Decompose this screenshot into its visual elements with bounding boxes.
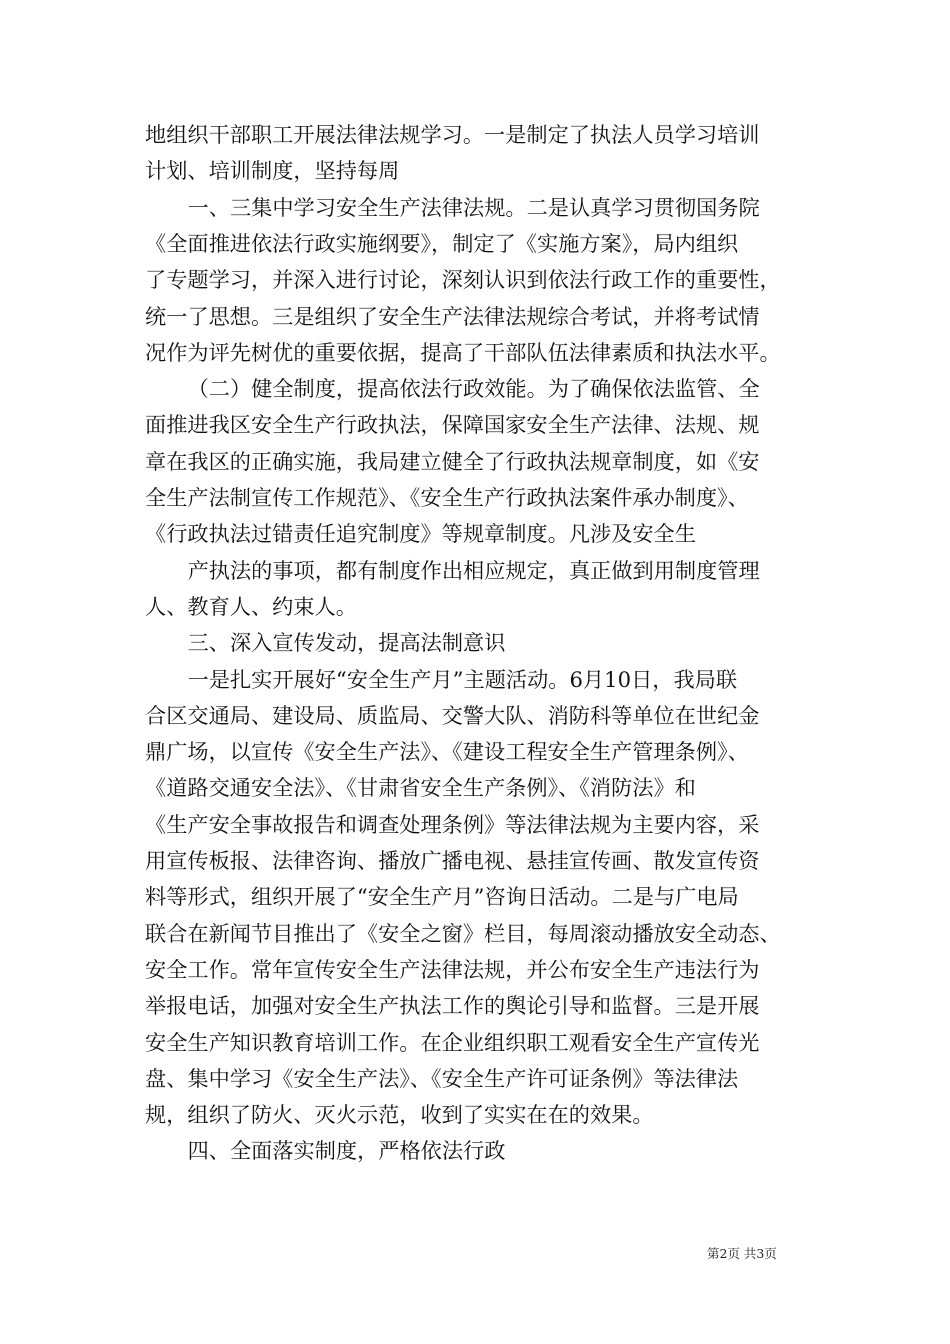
- text-line: 鼎广场，以宣传《安全生产法》、《建设工程安全生产管理条例》、: [145, 739, 749, 765]
- text-line: 《全面推进依法行政实施纲要》，制定了《实施方案》，局内组织: [145, 230, 739, 256]
- text-line: 计划、培训制度，坚持每周: [145, 158, 400, 184]
- text-line: 料等形式，组织开展了“安全生产月”咨询日活动。二是与广电局: [145, 884, 739, 910]
- text-line: （二）健全制度，提高依法行政效能。为了确保依法监管、全: [187, 376, 760, 402]
- text-line: 统一了思想。三是组织了安全生产法律法规综合考试，并将考试情: [145, 303, 760, 329]
- text-line: 盘、集中学习《安全生产法》、《安全生产许可证条例》等法律法: [145, 1065, 739, 1091]
- text-line: 安全工作。常年宣传安全生产法律法规，并公布安全生产违法行为: [145, 956, 760, 982]
- text-line: 章在我区的正确实施，我局建立健全了行政执法规章制度，如《安: [145, 448, 760, 474]
- text-line: 安全生产知识教育培训工作。在企业组织职工观看安全生产宣传光: [145, 1029, 760, 1055]
- text-line: 一、三集中学习安全生产法律法规。二是认真学习贯彻国务院: [187, 194, 760, 220]
- text-line: 一是扎实开展好“安全生产月”主题活动。6月10日，我局联: [187, 666, 738, 692]
- text-line: 规，组织了防火、灭火示范，收到了实实在在的效果。: [145, 1102, 654, 1128]
- text-line: 《行政执法过错责任追究制度》等规章制度。凡涉及安全生: [145, 521, 696, 547]
- text-line: 人、教育人、约束人。: [145, 593, 357, 619]
- text-line: 联合在新闻节目推出了《安全之窗》栏目，每周滚动播放安全动态、: [145, 920, 781, 946]
- text-line: 《生产安全事故报告和调查处理条例》等法律法规为主要内容，采: [145, 811, 760, 837]
- text-line: 产执法的事项，都有制度作出相应规定，真正做到用制度管理: [187, 557, 760, 583]
- text-line: 举报电话，加强对安全生产执法工作的舆论引导和监督。三是开展: [145, 993, 760, 1019]
- page-number: 第2页 共3页: [707, 1246, 777, 1261]
- text-line: 地组织干部职工开展法律法规学习。一是制定了执法人员学习培训: [145, 122, 760, 147]
- text-line: 了专题学习，并深入进行讨论，深刻认识到依法行政工作的重要性，: [145, 267, 781, 293]
- text-line: 四、全面落实制度，严格依法行政: [187, 1138, 506, 1164]
- text-line: 合区交通局、建设局、质监局、交警大队、消防科等单位在世纪金: [145, 702, 760, 728]
- text-line: 全生产法制宣传工作规范》、《安全生产行政执法案件承办制度》、: [145, 485, 749, 510]
- text-line: 用宣传板报、法律咨询、播放广播电视、悬挂宣传画、散发宣传资: [145, 848, 760, 873]
- text-line: 况作为评先树优的重要依据，提高了干部队伍法律素质和执法水平。: [145, 339, 781, 365]
- text-line: 三、深入宣传发动，提高法制意识: [187, 630, 506, 656]
- text-line: 《道路交通安全法》、《甘肃省安全生产条例》、《消防法》和: [145, 775, 696, 801]
- text-line: 面推进我区安全生产行政执法，保障国家安全生产法律、法规、规: [145, 412, 760, 438]
